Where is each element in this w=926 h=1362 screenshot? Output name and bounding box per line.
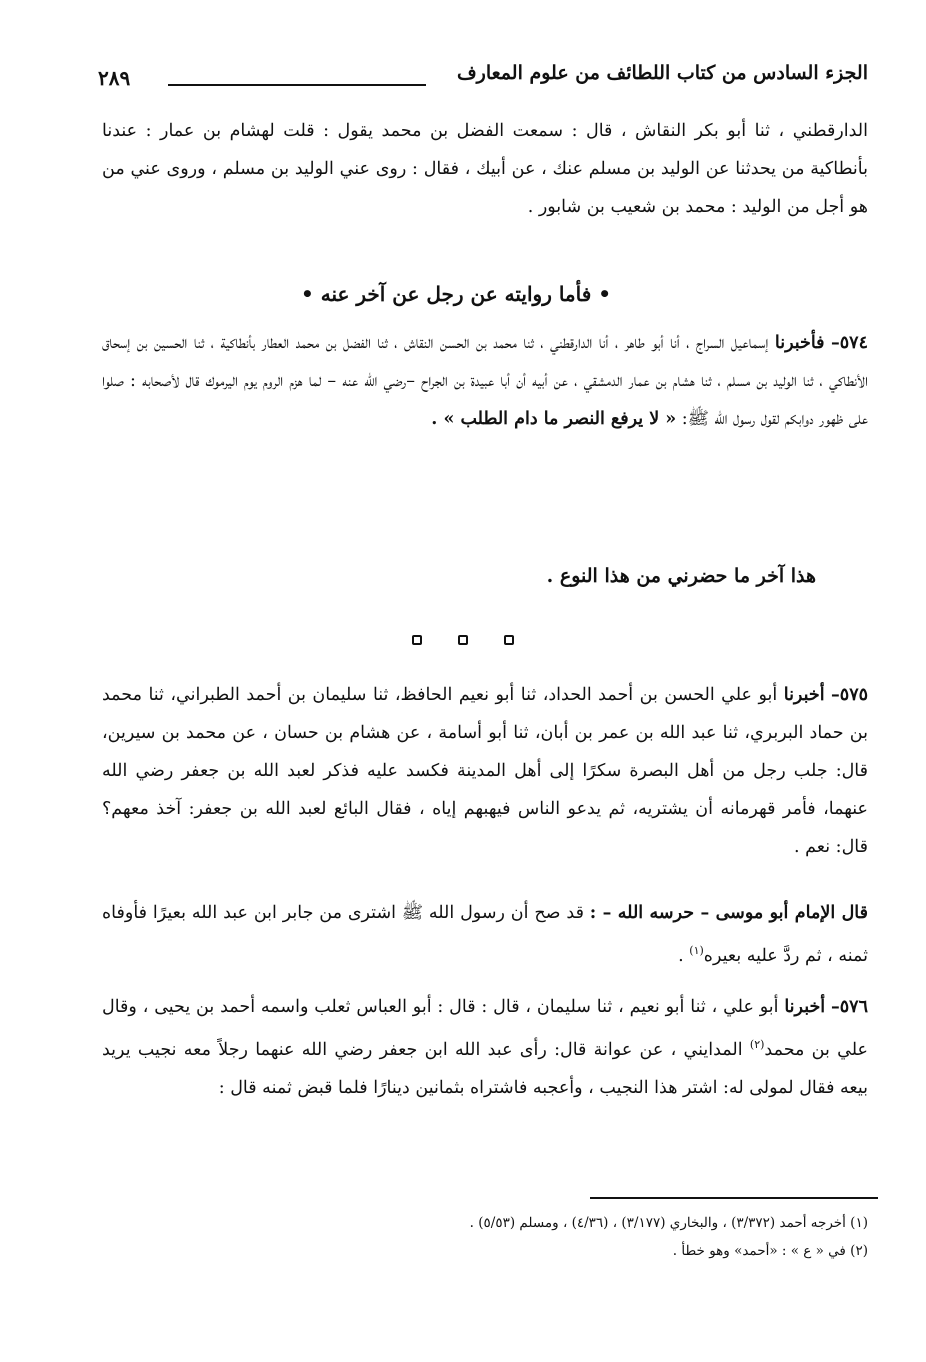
hadith-576-text-b: المدايني ، عن عوانة قال: رأى عبد الله ابن جعفر رضي الله عنهما رجلاً معه نجيب يريد بيعه فقال لمولى له: اشتر هذا النجيب ، وأعجبه فاشتراه بثمانين دينارًا فلما قبض ثمنه قال : [102, 1039, 868, 1098]
separator-square-icon [504, 635, 514, 645]
footnote-1: (١) أخرجه أحمد (٣/٣٧٢) ، والبخاري (٣/١٧٧) ، (٤/٣٦) ، ومسلم (٥/٥٣) . [469, 1215, 868, 1231]
hadith-574-quote: « لا يرفع النصر ما دام الطلب » . [431, 409, 677, 429]
hadith-575-lead: أخبرنا [783, 685, 825, 705]
section-heading: • فأما روايته عن رجل عن آخر عنه • [300, 282, 612, 306]
page-number: ٢٨٩ [98, 66, 131, 90]
imam-comment-text: قد صح أن رسول الله ﷺ اشترى من جابر ابن عبد الله بعيرًا فأوفاه ثمنه ، ثم ردَّ عليه بعيره [102, 903, 868, 966]
closing-line: هذا آخر ما حضرني من هذا النوع . [546, 565, 816, 587]
imam-comment-paragraph [102, 894, 868, 975]
hadith-576-number: ٥٧٦– [831, 997, 868, 1017]
hadith-574-paragraph [102, 324, 868, 438]
hadith-576-lead: أخبرنا [784, 997, 826, 1017]
section-separator [0, 635, 926, 645]
imam-comment-end: . [678, 945, 684, 966]
hadith-575-paragraph [102, 676, 868, 866]
footnote-ref-2: (٢) [749, 1038, 765, 1051]
footnote-2: (٢) في « ع » : «أحمد» وهو خطأ . [672, 1243, 868, 1259]
imam-comment-lead: قال الإمام أبو موسى – حرسه الله – : [589, 903, 868, 923]
hadith-574-text: إسماعيل السراج ، أنا أبو طاهر ، أنا الدارقطني ، ثنا محمد بن الحسن النقاش ، ثنا الفضل بن محمد العطار بأنطاكية ، ثنا الحسين بن إسحاق الأنطاكي ، ثنا الوليد بن مسلم ، ثنا هشام بن عمار الدمشقي ، عن أبيه أن أبا عبيدة بن الجراح –رضي الله عنه – لما هزم الروم يوم اليرموك قال لأصحابه : صلوا على ظهور دوابكم لقول رسول الله ﷺ: [102, 333, 868, 429]
hadith-574-lead: فأخبرنا [774, 333, 825, 353]
separator-square-icon [412, 635, 422, 645]
intro-paragraph: الدارقطني ، ثنا أبو بكر النقاش ، قال : سمعت الفضل بن محمد يقول : قلت لهشام بن عمار : عندنا بأنطاكية من يحدثنا عن الوليد بن مسلم عنك ، عن أبيك ، فقال : روى عني الوليد بن مسلم ، وروى عني من هو أجل من الوليد : محمد بن شعيب بن شابور . [102, 121, 868, 217]
hadith-574-number: ٥٧٤– [831, 333, 868, 353]
header-rule [168, 84, 426, 86]
separator-square-icon [458, 635, 468, 645]
hadith-576-paragraph [102, 988, 868, 1107]
hadith-576-text-a: أبو علي ، ثنا أبو نعيم ، ثنا سليمان ، قال : قال : أبو العباس ثعلب واسمه أحمد بن يحيى ، وقال علي بن محمد [102, 997, 868, 1060]
hadith-575-text: أبو علي الحسن بن أحمد الحداد، ثنا أبو نعيم الحافظ، ثنا سليمان بن أحمد الطبراني، ثنا محمد بن حماد البربري، ثنا عبد الله بن عمر بن أبان، ثنا أبو أسامة ، عن هشام بن حسان ، عن محمد بن سيرين، قال: جلب رجل من أهل البصرة سكرًا إلى أهل المدينة فكسد عليه فذكر لعبد الله بن جعفر رضي الله عنهما، فأمر قهرمانه أن يشتريه، ثم يدعو الناس فيهبهم إياه ، فقال البائع لعبد الله بن جعفر: آخذ معهم؟ قال: نعم . [102, 685, 868, 857]
footnote-ref-1: (١) [689, 944, 704, 957]
hadith-575-number: ٥٧٥– [831, 685, 868, 705]
running-header-title: الجزء السادس من كتاب اللطائف من علوم المعارف [456, 62, 868, 84]
footnote-rule [590, 1197, 878, 1199]
